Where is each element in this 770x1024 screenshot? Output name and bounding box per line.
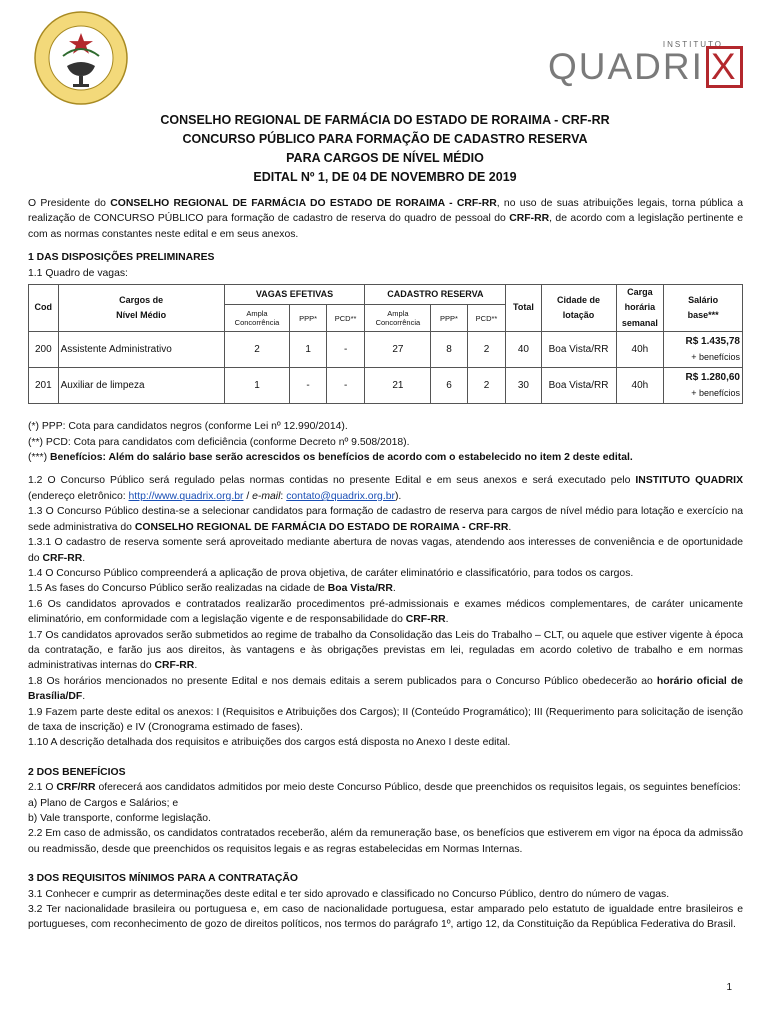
item-1-3-1: 1.3.1 O cadastro de reserva somente será aproveitado mediante abertura de novas vagas, atendendo aos interesses de conveniência e de oportunidade do CRF-RR. — [28, 537, 743, 564]
list-item: b) Vale transporte, conforme legislação. — [28, 813, 211, 824]
quadrix-website-link[interactable]: http://www.quadrix.org.br — [128, 490, 244, 502]
title-line-2: CONCURSO PÚBLICO PARA FORMAÇÃO DE CADASTRO RESERVA — [182, 132, 588, 146]
th-cadastro-pcd: PCD** — [467, 305, 506, 332]
title-line-1: CONSELHO REGIONAL DE FARMÁCIA DO ESTADO DE RORAIMA - CRF-RR — [160, 113, 610, 127]
note-pcd: (**) PCD: Cota para candidatos com deficiência (conforme Decreto nº 9.508/2018). — [28, 436, 410, 448]
quadrix-x-mark: X — [706, 46, 743, 88]
document-title — [0, 111, 770, 187]
th-efetivas-pcd: PCD** — [326, 305, 365, 332]
quadrix-logo — [548, 40, 743, 92]
crf-rr-logo — [33, 10, 129, 106]
note-ppp: (*) PPP: Cota para candidatos negros (conforme Lei nº 12.990/2014). — [28, 421, 348, 433]
page-number: 1 — [726, 982, 732, 993]
item-1-6: 1.6 Os candidatos aprovados e contratados realizarão procedimentos pré-admissionais e exames médicos complementares, de caráter unicamente eliminatório, em conformidade com a legislação vigente e de responsabilidade do CRF-RR. — [28, 598, 743, 626]
item-1-5: 1.5 As fases do Concurso Público serão realizadas na cidade de Boa Vista/RR. — [28, 583, 396, 595]
list-item: a) Plano de Cargos e Salários; e — [28, 797, 179, 809]
section-3-heading: 3 DOS REQUISITOS MÍNIMOS PARA A CONTRATAÇÃO — [28, 873, 298, 885]
item-1-8: 1.8 Os horários mencionados no presente Edital e nos demais editais a serem publicados para o Concurso Público obedecerão ao horário oficial de Brasília/DF. — [28, 675, 744, 703]
th-cadastro-reserva: CADASTRO RESERVA — [365, 285, 506, 305]
quadrix-instituto-text: INSTITUTO — [662, 40, 723, 49]
vacancy-table — [28, 284, 743, 404]
item-3-1: 3.1 Conhecer e cumprir as determinações deste edital e ter sido aprovado e classificado no Concurso Público, dentro do número de vagas. — [28, 888, 670, 900]
item-3-2: 3.2 Ter nacionalidade brasileira ou portuguesa e, em caso de nacionalidade portuguesa, estar amparado pelo estatuto de igualdade entre brasileiros e portugueses, com reconhecimento de gozo de direitos políticos, nos termos do parágrafo 1º, artigo 12, da Constituição da República Federativa do Brasil. — [28, 904, 743, 931]
item-1-2: 1.2 O Concurso Público será regulado pelas normas contidas no presente Edital e em seus anexos e será executado pelo INSTITUTO QUADRIX (endereço eletrônico: http://www.quadrix.org.br / e-mail: contato@quadrix.org.br). — [28, 475, 743, 502]
th-efetivas-ppp: PPP* — [290, 305, 326, 332]
th-cod: Cod — [29, 285, 59, 332]
item-1-4: 1.4 O Concurso Público compreenderá a aplicação de prova objetiva, de caráter eliminatório e classificatório, para todos os cargos. — [28, 567, 634, 579]
note-beneficios: (***) Benefícios: Além do salário base serão acrescidos os benefícios de acordo com o estabelecido no item 2 deste edital. — [28, 452, 633, 464]
item-2-1: 2.1 O CRF/RR oferecerá aos candidatos admitidos por meio deste Concurso Público, desde que preenchidos os requisitos legais, os seguintes benefícios: — [28, 782, 741, 794]
item-2-2: 2.2 Em caso de admissão, os candidatos contratados receberão, além da remuneração base, os benefícios que estiverem em vigor na época da admissão ou readmissão, desde que preenchidos os requisitos legais e as regras estabelecidas em Normas Internas. — [28, 828, 743, 855]
section-1-1: 1.1 Quadro de vagas: — [28, 267, 128, 279]
th-carga: Carga horária semanal — [616, 285, 664, 332]
th-total: Total — [506, 285, 541, 332]
th-cadastro-ppp: PPP* — [431, 305, 467, 332]
quadrix-email-link[interactable]: contato@quadrix.org.br — [286, 490, 395, 502]
table-row: 200 Assistente Administrativo 2 1 - 27 8 2 40 Boa Vista/RR 40h R$ 1.435,78 + benefícios — [29, 332, 743, 368]
item-1-3: 1.3 O Concurso Público destina-se a selecionar candidatos para formação de cadastro de reserva para cargos de nível médio para lotação e exercício na sede administrativa do CONSELHO REGIONAL DE FARMÁCIA DO ESTADO DE RORAIMA - CRF-RR. — [28, 506, 743, 533]
th-cadastro-ampla: Ampla Concorrência — [365, 305, 431, 332]
quadrix-wordmark: QUADRI X — [548, 46, 743, 88]
title-line-4: EDITAL Nº 1, DE 04 DE NOVEMBRO DE 2019 — [253, 170, 517, 184]
th-cidade: Cidade de lotação — [541, 285, 616, 332]
section-2-heading: 2 DOS BENEFÍCIOS — [28, 766, 126, 778]
th-cargo: Cargos de Nível Médio — [58, 285, 224, 332]
title-line-3: PARA CARGOS DE NÍVEL MÉDIO — [286, 151, 484, 165]
item-1-7: 1.7 Os candidatos aprovados serão submetidos ao regime de trabalho da Consolidação das Leis do Trabalho – CLT, ou aquele que estiver vigente à época da contratação, e farão jus aos direitos, às vantagens e às obrigações previstas em lei, reguladas em acordo coletivo de trabalho e em normas administrativas internas do CRF-RR. — [28, 629, 743, 672]
th-vagas-efetivas: VAGAS EFETIVAS — [224, 285, 365, 305]
th-salario: Salário base*** — [664, 285, 743, 332]
section-1-heading: 1 DAS DISPOSIÇÕES PRELIMINARES — [28, 252, 215, 264]
item-1-9: 1.9 Fazem parte deste edital os anexos: I (Requisitos e Atribuições dos Cargos); II (Conteúdo Programático); III (Requerimento para solicitação de isenção de taxa de inscrição) e IV (Cronograma estimado de fases). — [28, 706, 743, 733]
item-1-10: 1.10 A descrição detalhada dos requisitos e atribuições dos cargos está disposta no Anexo I deste edital. — [28, 737, 511, 749]
intro-paragraph: O Presidente do CONSELHO REGIONAL DE FARMÁCIA DO ESTADO DE RORAIMA - CRF-RR, no uso de suas atribuições legais, torna pública a realização de CONCURSO PÚBLICO para formação de cadastro de reserva do quadro de pessoal do CRF-RR, de acordo com a legislação pertinente e com as normas constantes neste edital e em seus anexos. — [28, 198, 744, 240]
th-efetivas-ampla: Ampla Concorrência — [224, 305, 290, 332]
document-body — [28, 196, 743, 933]
table-row: 201 Auxiliar de limpeza 1 - - 21 6 2 30 Boa Vista/RR 40h R$ 1.280,60 + benefícios — [29, 368, 743, 404]
